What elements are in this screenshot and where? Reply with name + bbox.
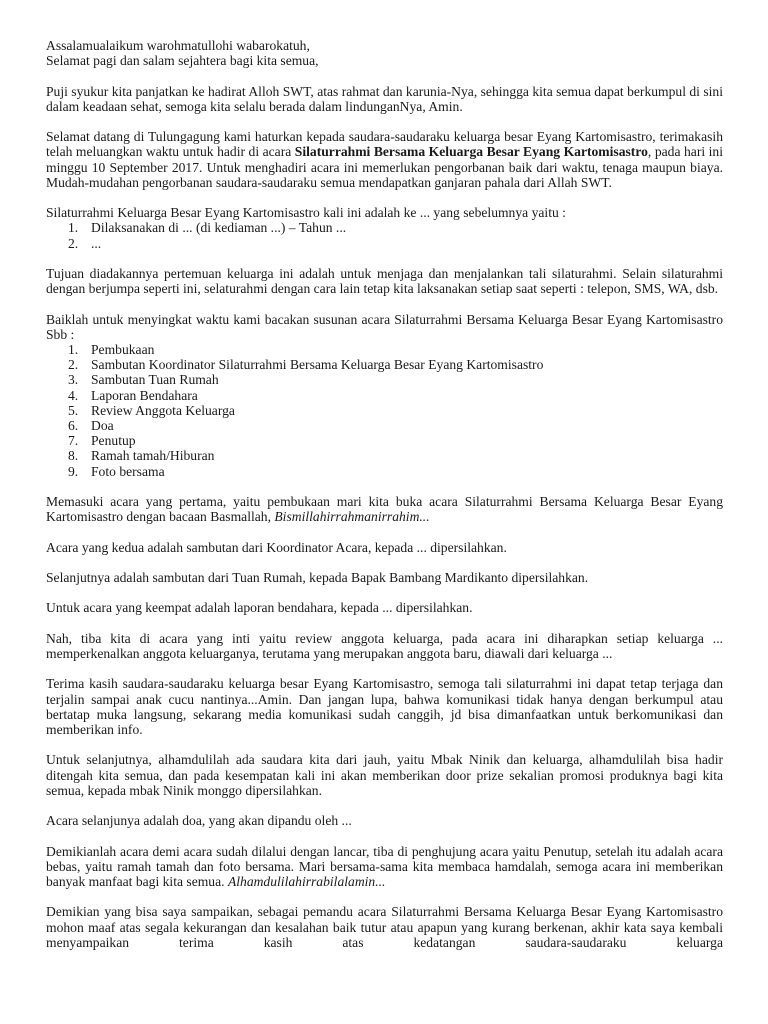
paragraph-welcome [46, 129, 723, 190]
document-page [46, 38, 723, 965]
paragraph-closing: Demikian yang bisa saya sampaikan, sebagai pemandu acara Silaturrahmi Bersama Keluarga Besar Eyang Kartomisastro mohon maaf atas segala kekurangan dan kesalahan baik tutur atau apapun yang kurang berkenan, akhir kata saya kembali menyampaikan terima kasih atas kedatangan saudara-saudaraku keluarga [46, 904, 723, 950]
welcome-text-cont: , pada hari ini minggu 10 September 2017. Untuk menghadiri acara ini memerlukan pengorbanan baik dari waktu, tenaga maupun biaya. Mudah-mudahan pengorbanan saudara-saudaraku semua mendapatkan ganjaran pahala dari Allah SWT. [46, 144, 723, 190]
list-item: 2. ... [68, 235, 102, 251]
list-item: 6. Doa [68, 418, 114, 433]
greeting-line-2: Selamat pagi dan salam sejahtera bagi kita semua, [46, 53, 319, 69]
agenda-list [46, 342, 723, 479]
paragraph-acara-pertama: Memasuki acara yang pertama, yaitu pembukaan mari kita buka acara Silaturrahmi Bersama Keluarga Besar Eyang Kartomisastro dengan bacaan Basmallah, Bismillahirrahmanirrahim... [46, 494, 723, 525]
paragraph-acara-kedua: Acara yang kedua adalah sambutan dari Koordinator Acara, kepada ... dipersilahkan. [46, 539, 507, 555]
list-item: 1. Dilaksanakan di ... (di kediaman ...) – Tahun ... [68, 220, 347, 236]
welcome-text: Selamat datang di Tulungagung kami haturkan kepada saudara-saudaraku keluarga besar Eyang Kartomisastro, terimakasih telah meluangkan waktu untuk hadir di acara [46, 129, 723, 160]
paragraph-acara-keempat: Untuk acara yang keempat adalah laporan bendahara, kepada ... dipersilahkan. [46, 600, 473, 616]
list-item: 2. Sambutan Koordinator Silaturrahmi Bersama Keluarga Besar Eyang Kartomisastro [68, 357, 544, 373]
paragraph-terima-kasih: Terima kasih saudara-saudaraku keluarga besar Eyang Kartomisastro, semoga tali silaturrahmi ini dapat tetap terjaga dan terjalin sampai anak cucu nantinya...Amin. Dan jangan lupa, bahwa komunikasi tidak hanya dengan berkumpul atau bertatap muka langsung, sekarang media komunikasi sudah canggih, jd bisa dimanfaatkan untuk berkomunikasi dan memberikan info. [46, 676, 723, 737]
list-item: 7. Penutup [68, 433, 136, 449]
list-item: 9. Foto bersama [68, 463, 165, 479]
paragraph-review: Nah, tiba kita di acara yang inti yaitu review anggota keluarga, pada acara ini diharapkan setiap keluarga ... memperkenalkan anggota keluarganya, terutama yang merupakan anggota baru, diawali dari keluarga ... [46, 630, 723, 661]
list-item: 4. Laporan Bendahara [68, 387, 198, 403]
paragraph-agenda-intro: Baiklah untuk menyingkat waktu kami bacakan susunan acara Silaturrahmi Bersama Keluarga Besar Eyang Kartomisastro Sbb : [46, 311, 723, 342]
paragraph-mbak-ninik: Untuk selanjutnya, alhamdulilah ada saudara kita dari jauh, yaitu Mbak Ninik dan keluarga, alhamdulilah bisa hadir ditengah kita semua, dan pada kesempatan kali ini akan memberikan door prize sekalian promosi produknya bagi kita semua, kepada mbak Ninik monggo dipersilahkan. [46, 752, 723, 798]
paragraph-acara-ketiga: Selanjutnya adalah sambutan dari Tuan Rumah, kepada Bapak Bambang Mardikanto dipersilahkan. [46, 569, 589, 585]
hamdalah-italic: Alhamdulilahirrabilalamin... [227, 873, 386, 889]
greeting-line-1: Assalamualaikum warohmatullohi wabarokatuh, [46, 38, 310, 53]
list-item: 5. Review Anggota Keluarga [68, 402, 235, 418]
list-item: 3. Sambutan Tuan Rumah [68, 372, 219, 388]
history-list [46, 220, 723, 250]
paragraph-penutup: Demikianlah acara demi acara sudah dilalui dengan lancar, tiba di penghujung acara yaitu Penutup, setelah itu adalah acara bebas, yaitu ramah tamah dan foto bersama. Mari bersama-sama kita membaca hamdalah, semoga acara ini memberikan banyak manfaat bagi kita semua. Alhamdulilahirrabilalamin... [46, 843, 723, 889]
paragraph-tujuan: Tujuan diadakannya pertemuan keluarga ini adalah untuk menjaga dan menjalankan tali silaturahmi. Selain silaturahmi dengan berjumpa seperti ini, selaturahmi dengan cara lain tetap kita laksanakan setiap saat seperti : telepon, SMS, WA, dsb. [46, 265, 723, 297]
event-name-bold: Silaturrahmi Bersama Keluarga Besar Eyang Kartomisastro [294, 144, 648, 160]
greeting [46, 38, 723, 68]
paragraph-puji-syukur: Puji syukur kita panjatkan ke hadirat Alloh SWT, atas rahmat dan karunia-Nya, sehingga kita semua dapat berkumpul di sini dalam keadaan sehat, semoga kita selalu berada dalam lindunganNya, Amin. [46, 83, 723, 114]
paragraph-history-intro: Silaturrahmi Keluarga Besar Eyang Kartomisastro kali ini adalah ke ... yang sebelumnya yaitu : [46, 205, 566, 221]
list-item: 1. Pembukaan [68, 341, 155, 357]
list-item: 8. Ramah tamah/Hiburan [68, 448, 215, 464]
basmallah-italic: Bismillahirrahmanirrahim... [274, 509, 430, 525]
paragraph-doa: Acara selanjunya adalah doa, yang akan dipandu oleh ... [46, 813, 352, 829]
